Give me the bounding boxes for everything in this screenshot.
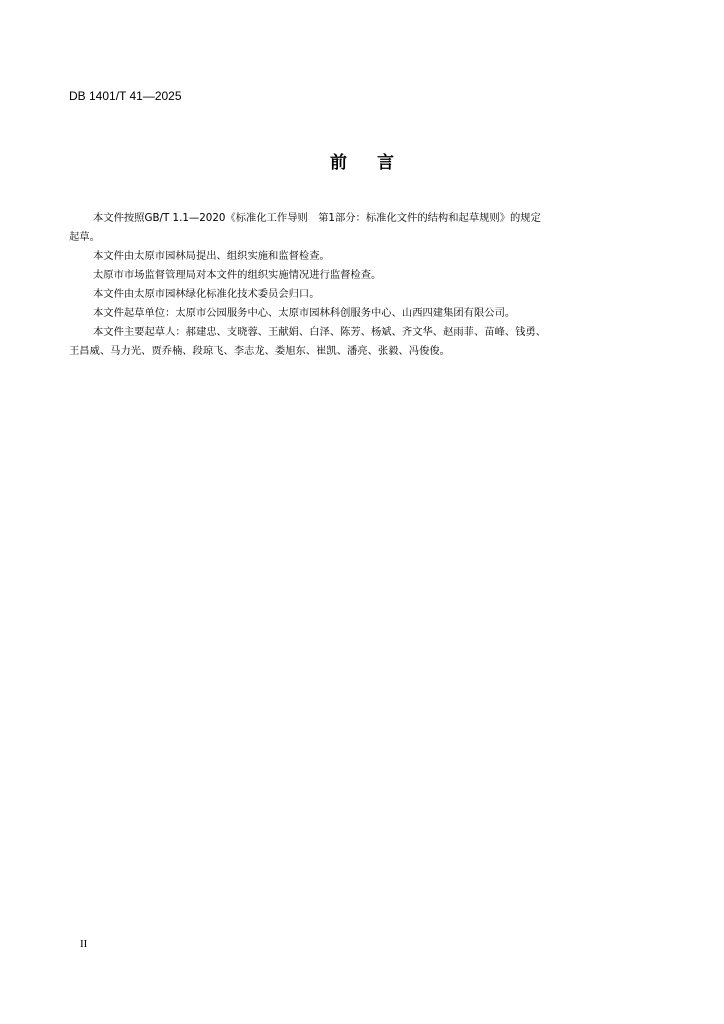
foreword-body xyxy=(69,209,657,361)
document-code: DB 1401/T 41—2025 xyxy=(69,89,182,103)
paragraph-2: 本文件由太原市园林局提出、组织实施和监督检查。 xyxy=(93,250,330,262)
paragraph-6-line-2: 王昌威、马力光、贾乔楠、段琼飞、李志龙、娄旭东、崔凯、潘亮、张毅、冯俊俊。 xyxy=(69,345,450,357)
paragraph-3: 太原市市场监督管理局对本文件的组织实施情况进行监督检查。 xyxy=(93,269,382,281)
section-title-char-1: 前 xyxy=(330,153,347,173)
section-title-char-2: 言 xyxy=(377,153,394,173)
page-number: II xyxy=(80,938,88,950)
paragraph-5: 本文件起草单位：太原市公园服务中心、太原市园林科创服务中心、山西四建集团有限公司。 xyxy=(93,307,516,319)
paragraph-1-line-1: 本文件按照GB/T 1.1—2020《标准化工作导则 第1部分：标准化文件的结构和起草规则》的规定 xyxy=(93,212,541,224)
paragraph-6-line-1: 本文件主要起草人：郝建忠、支晓蓉、王献娟、白泽、陈芳、杨斌、齐文华、赵雨菲、苗峰、钱勇、 xyxy=(93,326,547,338)
section-title xyxy=(0,152,724,174)
paragraph-4: 本文件由太原市园林绿化标准化技术委员会归口。 xyxy=(93,288,320,300)
paragraph-1-line-2: 起草。 xyxy=(69,231,100,243)
